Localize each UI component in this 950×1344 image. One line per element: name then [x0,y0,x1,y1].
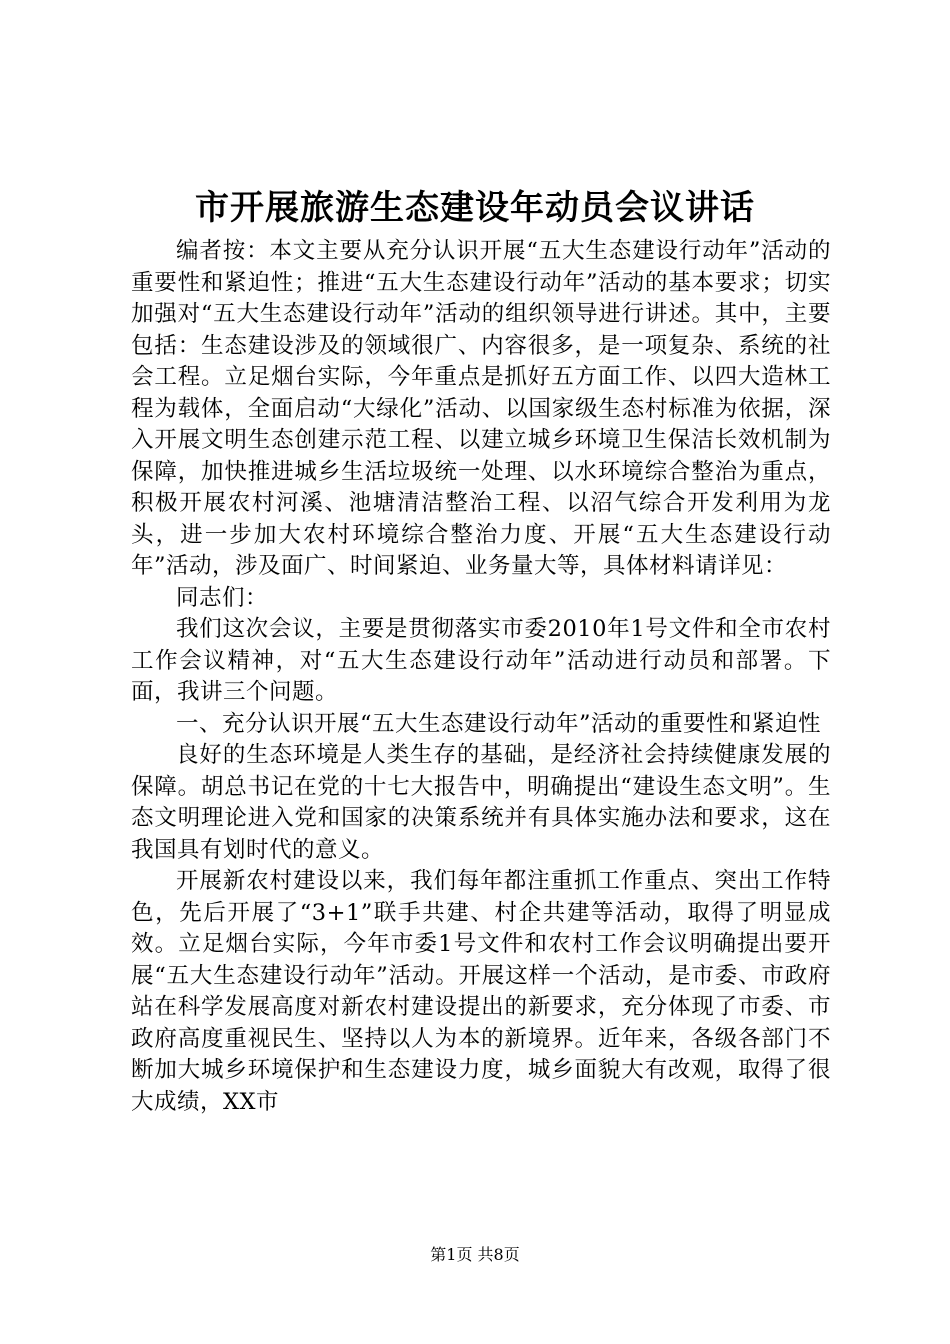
document-body [131,236,831,1118]
body-paragraph: 良好的生态环境是人类生存的基础，是经济社会持续健康发展的保障。胡总书记在党的十七大报告中，明确提出“建设生态文明”。生态文明理论进入党和国家的决策系统并有具体实施办法和要求，这在我国具有划时代的意义。 [131,742,831,863]
section-heading-1: 一、充分认识开展“五大生态建设行动年”活动的重要性和紧迫性 [176,710,822,737]
document-title: 市开展旅游生态建设年动员会议讲话 [195,188,755,228]
body-paragraph: 开展新农村建设以来，我们每年都注重抓工作重点、突出工作特色，先后开展了“3+1”联手共建、村企共建等活动，取得了明显成效。立足烟台实际，今年市委1号文件和农村工作会议明确提出要开展“五大生态建设行动年”活动。开展这样一个活动，是市委、市政府站在科学发展高度对新农村建设提出的新要求，充分体现了市委、市政府高度重视民生、坚持以人为本的新境界。近年来，各级各部门不断加大城乡环境保护和生态建设力度，城乡面貌大有改观，取得了很大成绩，XX市 [131,868,831,1115]
salutation-paragraph: 同志们： [176,584,269,611]
intro-paragraph: 我们这次会议，主要是贯彻落实市委2010年1号文件和全市农村工作会议精神，对“五大生态建设行动年”活动进行动员和部署。下面，我讲三个问题。 [131,616,831,705]
editor-note-paragraph: 编者按：本文主要从充分认识开展“五大生态建设行动年”活动的重要性和紧迫性；推进“五大生态建设行动年”活动的基本要求；切实加强对“五大生态建设行动年”活动的组织领导进行讲述。其中，主要包括：生态建设涉及的领域很广、内容很多，是一项复杂、系统的社会工程。立足烟台实际，今年重点是抓好五方面工作、以四大造林工程为载体，全面启动“大绿化”活动、以国家级生态村标准为依据，深入开展文明生态创建示范工程、以建立城乡环境卫生保洁长效机制为保障，加快推进城乡生活垃圾统一处理、以水环境综合整治为重点，积极开展农村河溪、池塘清洁整治工程、以沼气综合开发利用为龙头，进一步加大农村环境综合整治力度、开展“五大生态建设行动年”活动，涉及面广、时间紧迫、业务量大等，具体材料请详见： [131,238,831,579]
page-number-footer: 第1页 共8页 [430,1245,520,1264]
